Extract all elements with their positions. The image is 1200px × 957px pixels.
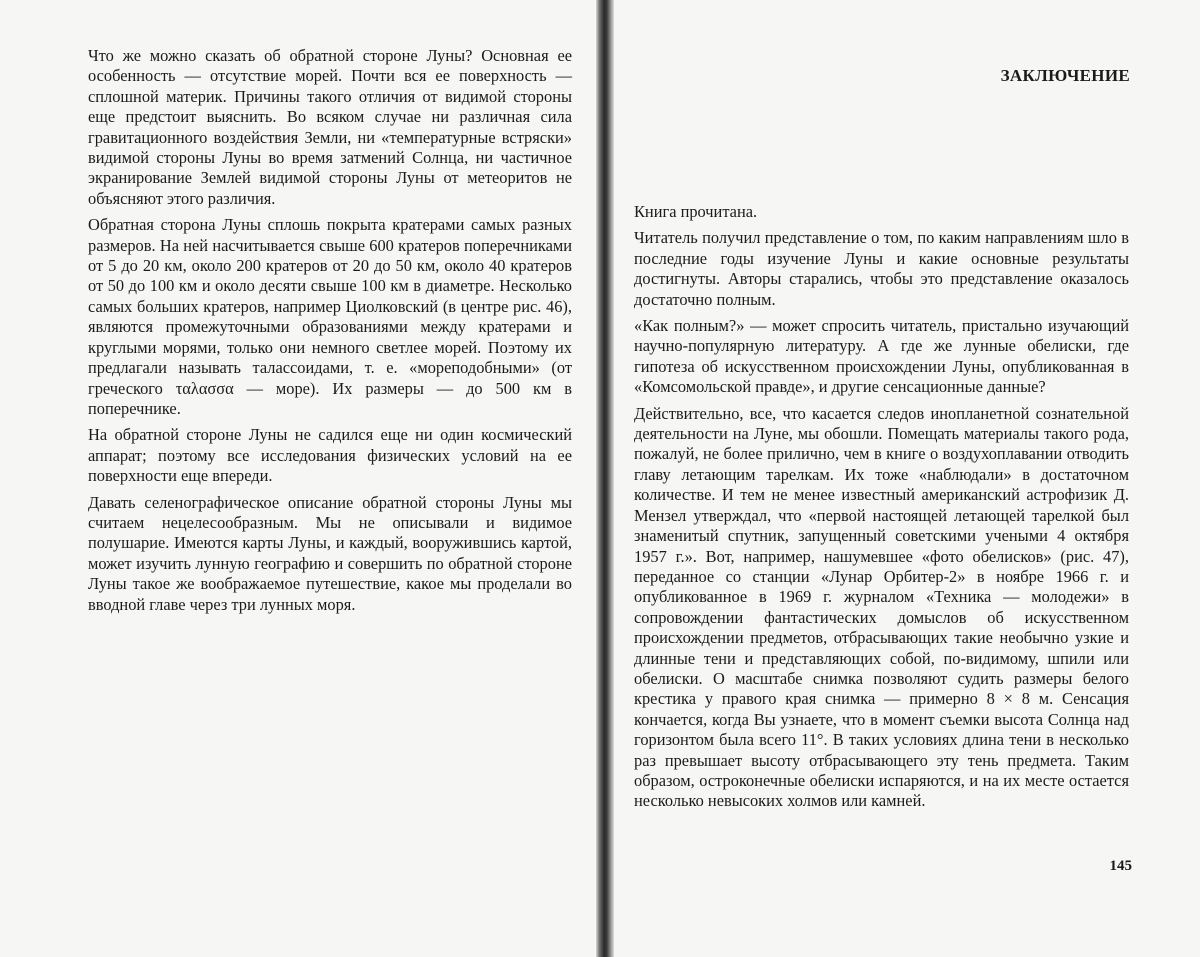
- right-paragraph-4: Действительно, все, что касается следов инопланетной сознательной деятельности на Луне, мы обошли. Помещать материалы такого рода, пожалуй, не более прилично, чем в книге о воздухоплавании отводить главу летающим тарелкам. Их тоже «наблюдали» в достаточном количестве. И тем не менее известный американский астрофизик Д. Мензел утверждал, что «первой настоящей летающей тарелкой был знаменитый спутник, запущенный советскими учеными 4 октября 1957 г.». Вот, например, нашумевшее «фото обелисков» (рис. 47), переданное со станции «Лунар Орбитер-2» в ноябре 1966 г. и опубликованное в 1969 г. журналом «Техника — молодежи» в сопровождении фантастических домыслов об искусственном происхождении предметов, отбрасывающих такие необычно узкие и длинные тени и представляющих собой, по-видимому, шпили или обелиски. О масштабе снимка позволяют судить размеры белого крестика у правого края снимка — примерно 8 × 8 м. Сенсация кончается, когда Вы узнаете, что в момент съемки высота Солнца над горизонтом была всего 11°. В таких условиях длина тени в несколько раз превышает высоту отбрасывающего эту тень предмета. Таким образом, остроконечные обелиски испаряются, и на их месте остается несколько невысоких холмов или камней.: [634, 403, 1129, 811]
- left-paragraph-4: Давать селенографическое описание обратной стороны Луны мы считаем нецелесообразным. Мы не описывали и видимое полушарие. Имеются карты Луны, и каждый, вооружившись картой, может изучить лунную географию и совершить по обратной стороне Луны такое же воображаемое путешествие, какое мы проделали во вводной главе через три лунных моря.: [88, 492, 572, 614]
- left-page-text: [88, 46, 572, 621]
- left-paragraph-3: На обратной стороне Луны не садился еще ни один космический аппарат; поэтому все исследования физических условий на ее поверхности еще впереди.: [88, 425, 572, 486]
- left-paragraph-1: Что же можно сказать об обратной стороне Луны? Основная ее особенность — отсутствие морей. Почти вся ее поверхность — сплошной материк. Причины такого отличия от видимой стороны еще предстоит выяснить. Во всяком случае ни различная сила гравитационного воздействия Земли, ни «температурные встряски» видимой стороны Луны во время затмений Солнца, ни частичное экранирование Землей видимой стороны Луны от метеоритов не объясняют этого различия.: [88, 46, 572, 208]
- right-page-text: [634, 202, 1129, 818]
- right-paragraph-3: «Как полным?» — может спросить читатель, пристально изучающий научно-популярную литературу. А где же лунные обелиски, где гипотеза об искусственном происхождении Луны, опубликованная в «Комсомольской правде», и другие сенсационные данные?: [634, 316, 1129, 397]
- chapter-heading: ЗАКЛЮЧЕНИЕ: [1000, 66, 1130, 85]
- page-number: 145: [1109, 858, 1132, 874]
- left-paragraph-2: Обратная сторона Луны сплошь покрыта кратерами самых разных размеров. На ней насчитывается свыше 600 кратеров поперечниками от 5 до 20 км, около 200 кратеров от 20 до 50 км, около 40 кратеров от 50 до 100 км и около десяти свыше 100 км в диаметре. Несколько самых больших кратеров, например Циолковский (в центре рис. 46), являются промежуточными образованиями между кратерами и круглыми морями, только они немного светлее морей. Поэтому их предлагали называть талассоидами, т. е. «мореподобными» (от греческого ταλασσα — море). Их размеры — до 500 км в поперечнике.: [88, 215, 572, 418]
- book-gutter: [596, 0, 614, 957]
- right-paragraph-2: Читатель получил представление о том, по каким направлениям шло в последние годы изучение Луны и какие основные результаты достигнуты. Авторы старались, чтобы это представление оказалось достаточно полным.: [634, 228, 1129, 309]
- right-paragraph-1: Книга прочитана.: [634, 202, 758, 221]
